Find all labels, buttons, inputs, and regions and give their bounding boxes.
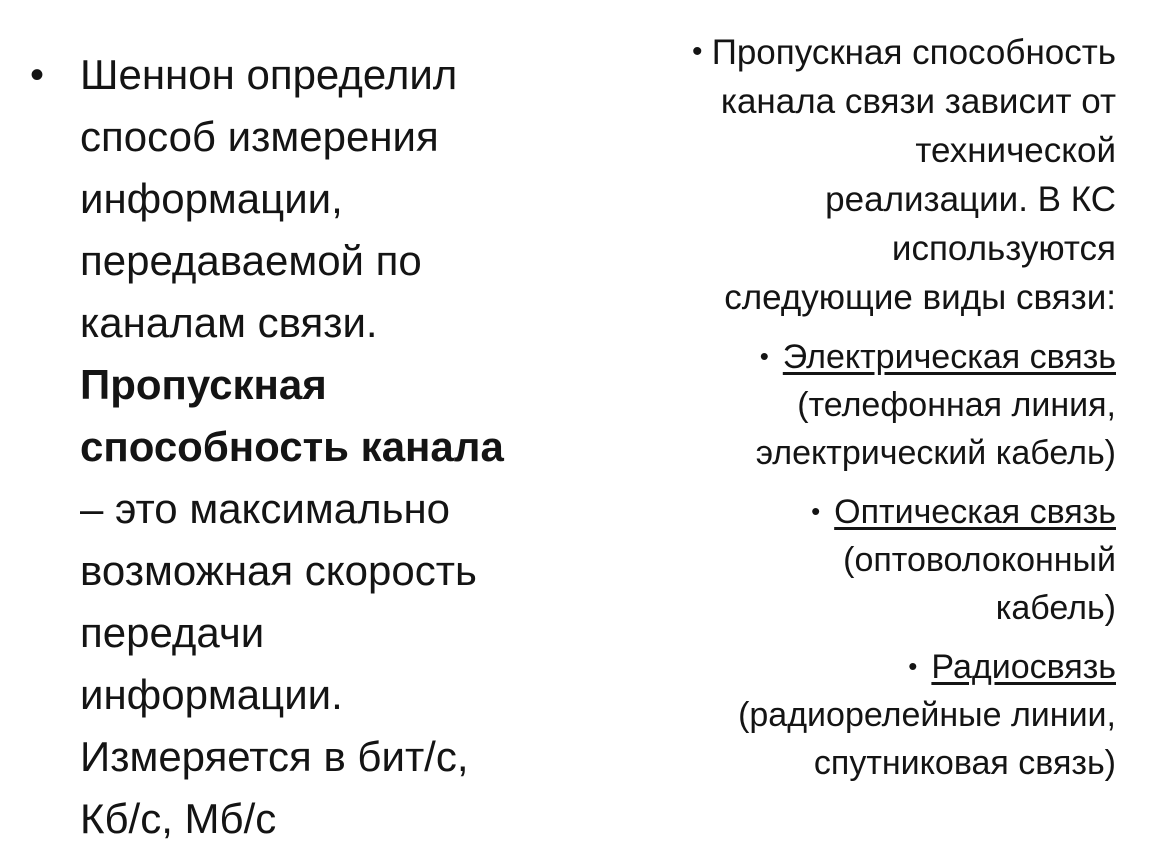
bullet-icon: • [811,496,821,526]
list-item-radio [616,642,1116,787]
bullet-icon: • [30,53,45,97]
item-description: (оптоволоконный кабель) [843,541,1116,627]
left-column [30,44,550,850]
left-bullet-text [80,44,550,850]
item-title: Радиосвязь [931,648,1116,686]
channel-capacity-definition: – это максимально возможная скорость передачи информации. Измеряется в бит/с, Кб/с, Мб/с [80,485,477,842]
item-description: (радиорелейные линии, спутниковая связь) [738,696,1116,782]
list-item-optical [616,487,1116,632]
item-title: Оптическая связь [834,493,1116,531]
right-intro-text: Пропускная способность канала связи зависит от технической реализации. В КС используются следующие виды связи: [711,33,1116,317]
shannon-intro-text: Шеннон определил способ измерения информации, передаваемой по каналам связи. [80,51,458,346]
bullet-icon: • [759,341,769,371]
list-item-electric [616,332,1116,477]
bullet-icon: • [692,35,703,68]
bullet-icon: • [908,651,918,681]
item-description: (телефонная линия, электрический кабель) [755,386,1116,472]
right-column [616,28,1116,787]
channel-capacity-term: Пропускная способность канала [80,361,504,470]
item-title: Электрическая связь [782,338,1116,376]
